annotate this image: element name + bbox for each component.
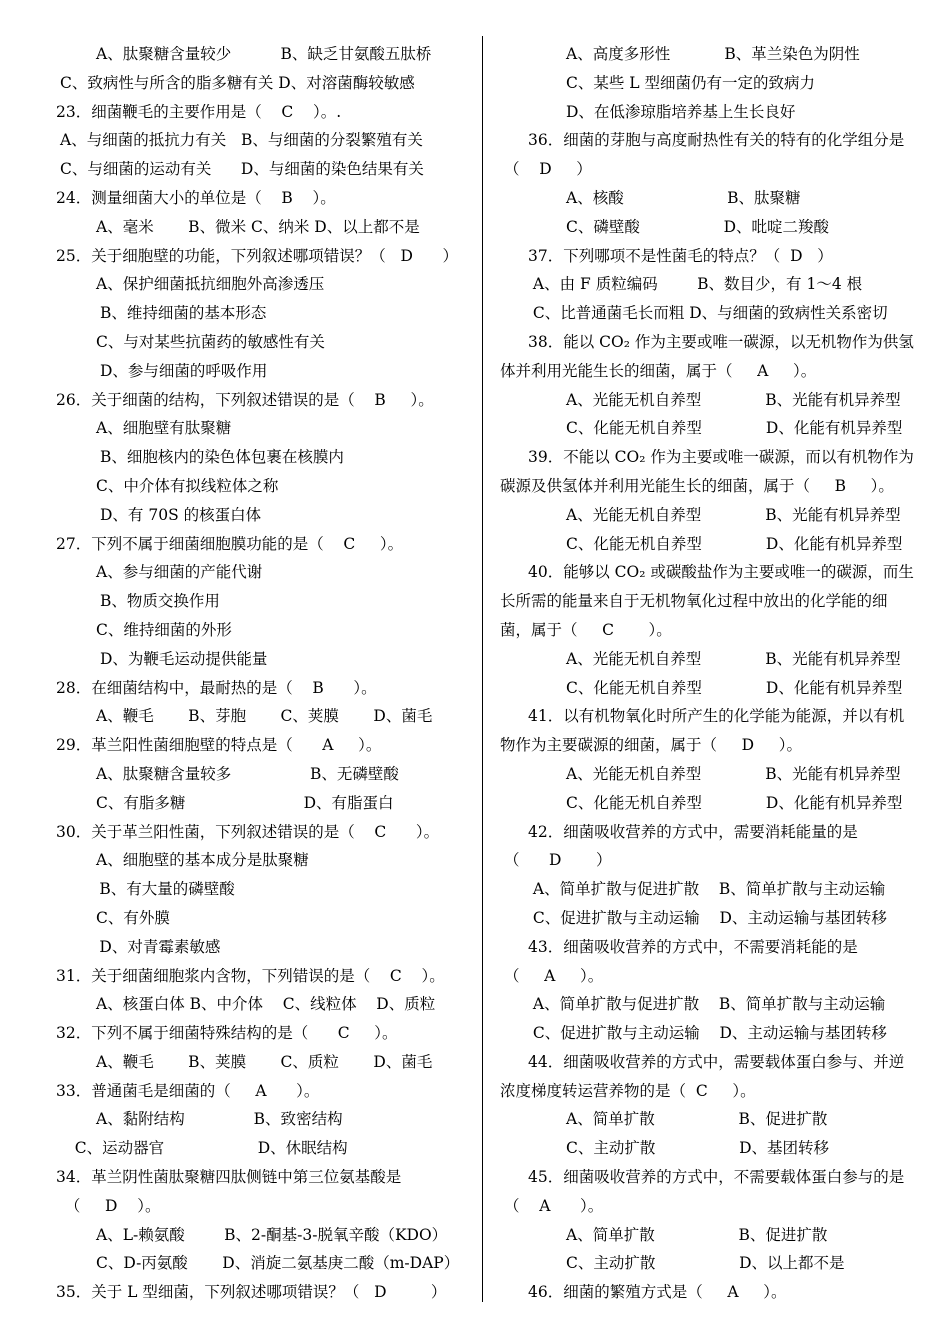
text-line: C、与对某些抗菌药的敏感性有关 bbox=[96, 332, 325, 351]
text-line: 35．关于 L 型细菌，下列叙述哪项错误？（ D ） bbox=[56, 1283, 447, 1302]
text-line: （ D ） bbox=[504, 160, 592, 179]
text-line: 25．关于细胞壁的功能，下列叙述哪项错误？（ D ） bbox=[56, 246, 458, 265]
text-line: C、中介体有拟线粒体之称 bbox=[96, 476, 279, 495]
text-line: 40．能够以 CO₂ 或碳酸盐作为主要或唯一的碳源，而生 bbox=[528, 563, 914, 582]
text-line: 体并利用光能生长的细菌，属于（ A ）。 bbox=[500, 361, 817, 380]
text-line: C、有脂多糖 D、有脂蛋白 bbox=[96, 793, 394, 812]
text-line: C、化能无机自养型 D、化能有机异养型 bbox=[566, 419, 903, 438]
text-line: 44．细菌吸收营养的方式中，需要载体蛋白参与、并逆 bbox=[528, 1052, 905, 1071]
text-line: 39．不能以 CO₂ 作为主要或唯一碳源，而以有机物作为 bbox=[528, 448, 914, 467]
text-line: 36．细菌的芽胞与高度耐热性有关的特有的化学组分是 bbox=[528, 131, 905, 150]
text-line: C、主动扩散 D、基团转移 bbox=[566, 1139, 830, 1158]
text-line: A、光能无机自养型 B、光能有机异养型 bbox=[566, 390, 901, 409]
text-line: 菌，属于（ C ）。 bbox=[500, 620, 672, 639]
text-line: （ D ） bbox=[504, 851, 612, 870]
left-column bbox=[56, 40, 472, 1307]
text-line: A、鞭毛 B、芽胞 C、荚膜 D、菌毛 bbox=[96, 707, 433, 726]
text-line: A、简单扩散与促进扩散 B、简单扩散与主动运输 bbox=[528, 995, 886, 1014]
right-column bbox=[500, 40, 936, 1307]
text-line: A、简单扩散与促进扩散 B、简单扩散与主动运输 bbox=[528, 880, 886, 899]
text-line: A、简单扩散 B、促进扩散 bbox=[566, 1110, 828, 1129]
text-line: 碳源及供氢体并利用光能生长的细菌，属于（ B ）。 bbox=[500, 476, 894, 495]
text-line: D、对青霉素敏感 bbox=[60, 937, 221, 956]
text-line: A、简单扩散 B、促进扩散 bbox=[566, 1225, 828, 1244]
text-line: A、光能无机自养型 B、光能有机异养型 bbox=[566, 649, 901, 668]
text-line: 23．细菌鞭毛的主要作用是（ C ）。. bbox=[56, 102, 342, 121]
text-line: 32．下列不属于细菌特殊结构的是（ C ）。 bbox=[56, 1024, 398, 1043]
text-line: C、致病性与所含的脂多糖有关 D、对溶菌酶较敏感 bbox=[60, 73, 415, 92]
text-line: 34．革兰阴性菌肽聚糖四肽侧链中第三位氨基酸是 bbox=[56, 1168, 402, 1187]
text-line: 33．普通菌毛是细菌的（ A ）。 bbox=[56, 1081, 320, 1100]
text-line: 27．下列不属于细菌细胞膜功能的是（ C ）。 bbox=[56, 534, 404, 553]
text-line: A、毫米 B、微米 C、纳米 D、以上都不是 bbox=[96, 217, 420, 236]
text-line: 24．测量细菌大小的单位是（ B ）。 bbox=[56, 188, 336, 207]
text-line: C、化能无机自养型 D、化能有机异养型 bbox=[566, 678, 903, 697]
text-line: C、D-丙氨酸 D、消旋二氨基庚二酸（m-DAP） bbox=[96, 1254, 460, 1273]
text-line: 物作为主要碳源的细菌，属于（ D ）。 bbox=[500, 736, 802, 755]
text-line: C、运动器官 D、休眠结构 bbox=[60, 1139, 348, 1158]
text-line: D、参与细菌的呼吸作用 bbox=[100, 361, 268, 380]
text-line: （ A ）。 bbox=[504, 1196, 604, 1215]
text-line: A、核蛋白体 B、中介体 C、线粒体 D、质粒 bbox=[96, 995, 436, 1014]
text-line: A、核酸 B、肽聚糖 bbox=[566, 188, 801, 207]
text-line: C、有外膜 bbox=[96, 908, 170, 927]
text-line: C、化能无机自养型 D、化能有机异养型 bbox=[566, 793, 903, 812]
text-line: A、L-赖氨酸 B、2-酮基-3-脱氧辛酸（KDO） bbox=[96, 1225, 448, 1244]
text-line: A、鞭毛 B、荚膜 C、质粒 D、菌毛 bbox=[96, 1052, 433, 1071]
text-line: A、细胞壁的基本成分是肽聚糖 bbox=[96, 851, 309, 870]
text-line: C、促进扩散与主动运输 D、主动运输与基团转移 bbox=[528, 908, 887, 927]
column-divider bbox=[482, 36, 483, 1302]
text-line: 长所需的能量来自于无机物氧化过程中放出的化学能的细 bbox=[500, 592, 888, 611]
text-line: 41．以有机物氧化时所产生的化学能为能源，并以有机 bbox=[528, 707, 905, 726]
text-line: C、磷壁酸 D、吡啶二羧酸 bbox=[566, 217, 830, 236]
text-line: A、高度多形性 B、革兰染色为阴性 bbox=[566, 45, 860, 63]
text-line: C、某些 L 型细菌仍有一定的致病力 bbox=[566, 73, 816, 92]
text-line: 43．细菌吸收营养的方式中，不需要消耗能的是 bbox=[528, 937, 858, 956]
text-line: C、与细菌的运动有关 D、与细菌的染色结果有关 bbox=[60, 160, 424, 179]
text-line: C、比普通菌毛长而粗 D、与细菌的致病性关系密切 bbox=[528, 304, 888, 323]
text-line: A、肽聚糖含量较多 B、无磷壁酸 bbox=[96, 764, 399, 783]
text-line: （ A ）。 bbox=[504, 966, 604, 985]
text-line: 30．关于革兰阳性菌，下列叙述错误的是（ C ）。 bbox=[56, 822, 440, 841]
text-line: 26．关于细菌的结构，下列叙述错误的是（ B ）。 bbox=[56, 390, 434, 409]
text-line: A、参与细菌的产能代谢 bbox=[96, 563, 263, 582]
text-line: B、有大量的磷壁酸 bbox=[60, 880, 235, 899]
text-line: B、维持细菌的基本形态 bbox=[100, 304, 267, 323]
text-line: A、保护细菌抵抗细胞外高渗透压 bbox=[96, 275, 325, 294]
text-line: A、与细菌的抵抗力有关 B、与细菌的分裂繁殖有关 bbox=[60, 131, 423, 150]
text-line: 37．下列哪项不是性菌毛的特点？（ D ） bbox=[528, 246, 833, 265]
text-line: A、细胞壁有肽聚糖 bbox=[96, 419, 232, 438]
text-line: B、细胞核内的染色体包裹在核膜内 bbox=[100, 448, 344, 467]
text-line: C、维持细菌的外形 bbox=[96, 620, 232, 639]
text-line: B、物质交换作用 bbox=[100, 592, 220, 611]
text-line: 浓度梯度转运营养物的是（ C ）。 bbox=[500, 1081, 756, 1100]
text-line: D、有 70S 的核蛋白体 bbox=[100, 505, 262, 524]
text-line: D、为鞭毛运动提供能量 bbox=[100, 649, 268, 668]
text-line: A、由 F 质粒编码 B、数目少，有 1～4 根 bbox=[528, 275, 863, 294]
text-line: 29．革兰阳性菌细胞壁的特点是（ A ）。 bbox=[56, 736, 382, 755]
text-line: C、主动扩散 D、以上都不是 bbox=[566, 1254, 845, 1273]
text-line: C、化能无机自养型 D、化能有机异养型 bbox=[566, 534, 903, 553]
text-line: A、肽聚糖含量较少 B、缺乏甘氨酸五肽桥 bbox=[96, 45, 432, 63]
text-line: A、黏附结构 B、致密结构 bbox=[96, 1110, 343, 1129]
text-line: 45．细菌吸收营养的方式中，不需要载体蛋白参与的是 bbox=[528, 1168, 905, 1187]
text-line: （ D ）。 bbox=[60, 1196, 161, 1215]
text-line: A、光能无机自养型 B、光能有机异养型 bbox=[566, 505, 901, 524]
text-line: 38．能以 CO₂ 作为主要或唯一碳源，以无机物作为供氢 bbox=[528, 332, 914, 351]
text-line: D、在低渗琼脂培养基上生长良好 bbox=[566, 102, 796, 121]
text-line: 28．在细菌结构中，最耐热的是（ B ）。 bbox=[56, 678, 377, 697]
text-line: 42．细菌吸收营养的方式中，需要消耗能量的是 bbox=[528, 822, 858, 841]
text-line: 46．细菌的繁殖方式是（ A ）。 bbox=[528, 1283, 787, 1302]
text-line: A、光能无机自养型 B、光能有机异养型 bbox=[566, 764, 901, 783]
text-line: 31．关于细菌细胞浆内含物，下列错误的是（ C ）。 bbox=[56, 966, 445, 985]
text-line: C、促进扩散与主动运输 D、主动运输与基团转移 bbox=[528, 1024, 887, 1043]
